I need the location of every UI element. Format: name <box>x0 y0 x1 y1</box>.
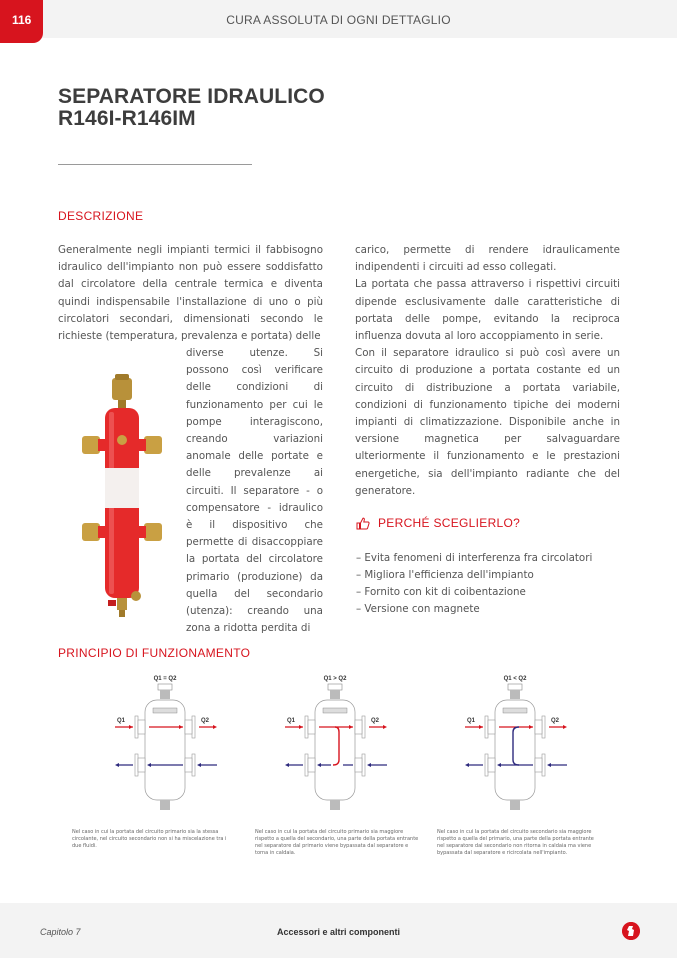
svg-text:Q2: Q2 <box>551 718 560 724</box>
why-choose-title: PERCHÉ SCEGLIERLO? <box>378 516 521 530</box>
page-number: 116 <box>0 0 43 43</box>
page-footer <box>0 903 677 958</box>
description-heading: DESCRIZIONE <box>58 209 144 223</box>
description-right-column <box>355 242 620 500</box>
diagram-caption: Nel caso in cui la portata del circuito primario sia la stessa circolante, nel circuito secondario non si ha miscelazione tra i due fluidi. <box>72 829 227 849</box>
page-title <box>58 86 325 130</box>
footer-section: Accessori e altri componenti <box>276 927 401 937</box>
header-title: CURA ASSOLUTA DI OGNI DETTAGLIO <box>226 13 451 27</box>
list-item: – Evita fenomeni di interferenza fra circolatori <box>356 552 593 564</box>
page-header <box>0 0 677 38</box>
svg-text:Q1 > Q2: Q1 > Q2 <box>323 676 347 682</box>
svg-text:Q1 < Q2: Q1 < Q2 <box>503 676 527 682</box>
brand-logo-icon <box>622 922 640 940</box>
benefits-list <box>356 550 592 618</box>
list-item: – Fornito con kit di coibentazione <box>356 586 526 598</box>
principle-heading: PRINCIPIO DI FUNZIONAMENTO <box>58 646 251 660</box>
svg-text:Q2: Q2 <box>371 718 380 724</box>
flow-diagram-secondary-greater <box>455 672 575 812</box>
svg-text:Q1: Q1 <box>117 718 126 724</box>
svg-text:Q1 = Q2: Q1 = Q2 <box>153 676 177 682</box>
description-left-top: Generalmente negli impianti termici il fabbisogno idraulico dell'impianto non può essere soddisfatto dal circolatore della centrale termica e diventa quindi indispensabile l'installazione di uno o più circolatori secondari, dimensionati secondo le richieste (temperatura, prevalenza e portata) delle <box>58 244 323 343</box>
svg-text:Q2: Q2 <box>201 718 210 724</box>
description-paragraph: carico, permette di rendere idraulicamente indipendenti i circuiti ad esso collegati. <box>355 244 620 274</box>
flow-diagram-equal <box>105 672 225 812</box>
description-paragraph: La portata che passa attraverso i rispettivi circuiti dipende esclusivamente dalle caratteristiche di portata delle pompe, evitando la reciproca influenza dovuta al loro accoppiamento in serie. <box>355 278 620 343</box>
diagram-caption: Nel caso in cui la portata del circuito primario sia maggiore rispetto a quella del secondario, una parte della portata entrante nel separatore dal primario viene bypassata dal separatore e torna in caldaia. <box>255 829 419 856</box>
list-item: – Migliora l'efficienza dell'impianto <box>356 569 534 581</box>
svg-text:Q1: Q1 <box>467 718 476 724</box>
footer-chapter: Capitolo 7 <box>40 927 81 937</box>
why-choose-heading <box>356 516 520 530</box>
svg-text:Q1: Q1 <box>287 718 296 724</box>
list-item: – Versione con magnete <box>356 603 480 615</box>
product-image <box>82 368 162 618</box>
title-divider <box>58 164 252 165</box>
title-line-1: SEPARATORE IDRAULICO <box>58 85 325 108</box>
thumbs-up-icon <box>356 517 370 530</box>
diagram-caption: Nel caso in cui la portata del circuito secondario sia maggiore rispetto a quella del primario, una parte della portata entrante nel separatore dal secondario non ritorna in caldaia ma viene bypassata dal separatore e ricircolata nell'impianto. <box>437 829 594 856</box>
description-paragraph: Con il separatore idraulico si può così avere un circuito di produzione a portata costante ed un circuito di distribuzione a portata variabile, condizioni di funzionamento tipiche dei moderni impianti di climatizzazione. Disponibile anche in versione magnetica per salvaguardare ulteriormente il funzionamento e le prestazioni energetiche, sia dell'impianto radiante che del generatore. <box>355 347 620 497</box>
description-left-wrap: diverse utenze. Si possono così verificare delle condizioni di funzionamento per cui le pompe interagiscono, creando variazioni anomale delle portate e delle prevalenze ai circuiti. Il separatore - o compensatore - idraulico è il dispositivo che permette di disaccoppiare la portata del circolatore primario (produzione) da quella del secondario (utenza): creando una zona a ridotta perdita di <box>186 347 323 635</box>
flow-diagram-primary-greater <box>275 672 395 812</box>
title-line-2: R146I-R146IM <box>58 107 196 130</box>
